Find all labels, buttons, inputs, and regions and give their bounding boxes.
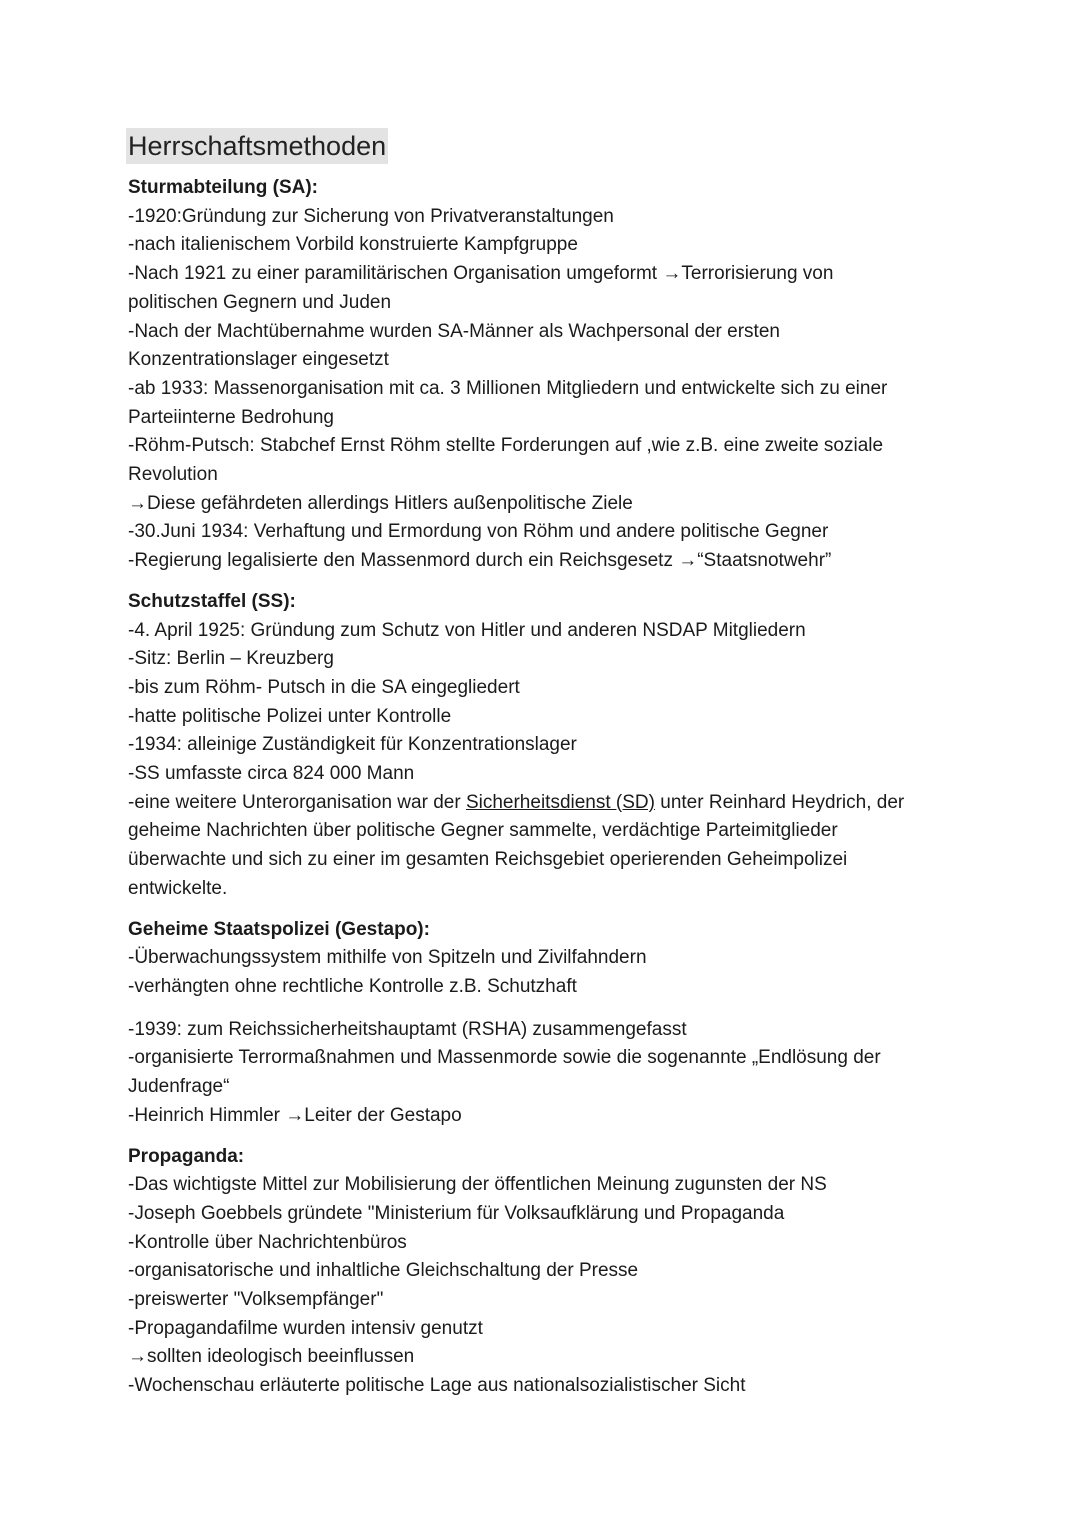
text-line: politischen Gegnern und Juden	[128, 291, 392, 313]
sicherheitsdienst-link[interactable]: Sicherheitsdienst (SD)	[465, 791, 655, 813]
text-line: -Überwachungssystem mithilfe von Spitzeln und Zivilfahndern	[128, 947, 647, 969]
text-line: -Sitz: Berlin – Kreuzberg	[128, 648, 334, 670]
text-line: -organisierte Terrormaßnahmen und Massenmorde sowie die sogenannte „Endlösung der	[128, 1047, 881, 1069]
section-heading: Schutzstaffel (SS):	[128, 590, 296, 612]
text-line: Revolution	[128, 464, 218, 486]
section-body-continued	[128, 1016, 988, 1102]
text-line: -Röhm-Putsch: Stabchef Ernst Röhm stellte Forderungen auf ,wie z.B. eine zweite soziale	[128, 435, 884, 457]
text-line: -30.Juni 1934: Verhaftung und Ermordung von Röhm und andere politische Gegner	[128, 521, 829, 543]
section-body	[128, 944, 988, 1001]
text-line: Konzentrationslager eingesetzt	[128, 349, 389, 371]
text-line: geheime Nachrichten über politische Gegner sammelte, verdächtige Parteimitglieder	[128, 820, 838, 842]
section-heading: Sturmabteilung (SA):	[128, 177, 318, 198]
section-body	[128, 203, 988, 576]
section-ss	[128, 588, 988, 904]
text-line: →Diese gefährdeten allerdings Hitlers außenpolitische Ziele	[128, 490, 988, 519]
text-line: -preiswerter "Volksempfänger"	[128, 1289, 384, 1311]
text-line: -1920:Gründung zur Sicherung von Privatveranstaltungen	[128, 205, 614, 227]
text-line: -Heinrich Himmler →Leiter der Gestapo	[128, 1102, 988, 1131]
text-line: überwachte und sich zu einer im gesamten Reichsgebiet operierenden Geheimpolizei	[128, 849, 848, 871]
text-line: -Joseph Goebbels gründete "Ministerium für Volksaufklärung und Propaganda	[128, 1202, 785, 1224]
page-title: Herrschaftsmethoden	[126, 128, 388, 164]
section-body	[128, 1171, 988, 1343]
text-line: -verhängten ohne rechtliche Kontrolle z.B. Schutzhaft	[128, 975, 577, 997]
text-line: -organisatorische und inhaltliche Gleichschaltung der Presse	[128, 1260, 639, 1282]
text-line: entwickelte.	[128, 877, 228, 899]
text-line: -Kontrolle über Nachrichtenbüros	[128, 1231, 407, 1253]
text-line: -hatte politische Polizei unter Kontrolle	[128, 705, 452, 727]
text-line: -Nach der Machtübernahme wurden SA-Männer als Wachpersonal der ersten	[128, 320, 780, 342]
section-propaganda	[128, 1143, 988, 1401]
text-line: -Regierung legalisierte den Massenmord durch ein Reichsgesetz →“Staatsnotwehr”	[128, 547, 988, 576]
text-line: -nach italienischem Vorbild konstruierte Kampfgruppe	[128, 234, 578, 256]
section-body	[128, 617, 988, 789]
arrow-right-icon: →	[128, 492, 147, 514]
text-line: -bis zum Röhm- Putsch in die SA eingegliedert	[128, 676, 520, 698]
text-line: -Propagandafilme wurden intensiv genutzt	[128, 1317, 483, 1339]
text-line: Judenfrage“	[128, 1076, 230, 1098]
text-line: -1939: zum Reichssicherheitshauptamt (RSHA) zusammengefasst	[128, 1018, 687, 1040]
text-line: -Das wichtigste Mittel zur Mobilisierung der öffentlichen Meinung zugunsten der NS	[128, 1174, 827, 1196]
text-line: Parteiinterne Bedrohung	[128, 406, 334, 428]
text-line: -ab 1933: Massenorganisation mit ca. 3 Millionen Mitgliedern und entwickelte sich zu einer	[128, 377, 888, 399]
section-body-continued	[128, 817, 988, 903]
section-sa	[128, 174, 988, 576]
text-line: -eine weitere Unterorganisation war der Sicherheitsdienst (SD) unter Reinhard Heydrich, der	[128, 791, 905, 813]
text-line: →sollten ideologisch beeinflussen	[128, 1343, 988, 1372]
arrow-right-icon: →	[128, 1346, 147, 1368]
paragraph-gap	[128, 1002, 988, 1016]
section-heading: Propaganda:	[128, 1145, 245, 1167]
document-page	[128, 128, 988, 1413]
text-line: -1934: alleinige Zuständigkeit für Konzentrationslager	[128, 734, 577, 756]
arrow-right-icon: →	[678, 550, 698, 572]
section-heading: Geheime Staatspolizei (Gestapo):	[128, 918, 430, 940]
text-line: -Nach 1921 zu einer paramilitärischen Organisation umgeformt →Terrorisierung von	[128, 260, 988, 289]
section-gestapo	[128, 916, 988, 1131]
text-line: -4. April 1925: Gründung zum Schutz von Hitler und anderen NSDAP Mitgliedern	[128, 619, 806, 641]
text-line: -SS umfasste circa 824 000 Mann	[128, 763, 415, 785]
arrow-right-icon: →	[285, 1104, 305, 1126]
text-line: -Wochenschau erläuterte politische Lage aus nationalsozialistischer Sicht	[128, 1375, 746, 1397]
arrow-right-icon: →	[662, 263, 682, 285]
